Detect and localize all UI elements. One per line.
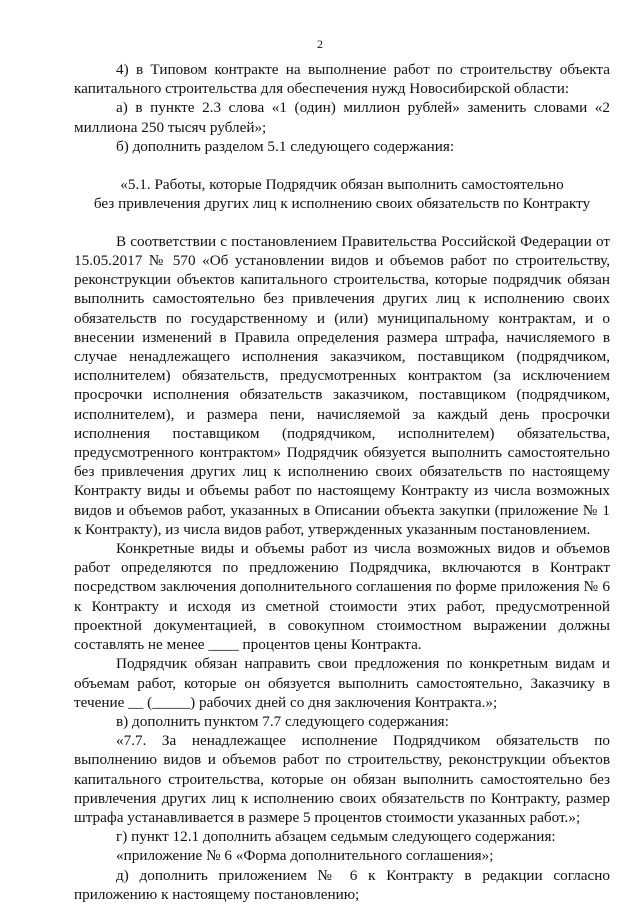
paragraph-contractor-proposals: Подрядчик обязан направить свои предложения по конкретным видам и объемам работ, которые он обязуется выполнить самостоятельно, Заказчику в течение __ (_____) рабочих дней со дня заключения Контракта.»; [74, 655, 610, 711]
document-body [74, 60, 610, 904]
section-heading [74, 175, 610, 214]
paragraph-clause-7-7: «7.7. За ненадлежащее исполнение Подрядчиком обязательств по выполнению видов и объемов работ по строительству, реконструкции объектов капитального строительства, которые он обязан выполнить самостоятельно без привлечения других лиц к исполнению своих обязательств по Контракту, размер штрафа устанавливается в размере 5 процентов стоимости указанных работ.»; [74, 732, 610, 826]
paragraph-subitem-v: в) дополнить пунктом 7.7 следующего содержания: [116, 712, 449, 730]
section-heading-line-2: без привлечения других лиц к исполнению своих обязательств по Контракту [93, 195, 591, 213]
paragraph-item-4: 4) в Типовом контракте на выполнение работ по строительству объекта капитального строительства для обеспечения нужд Новосибирской области: [74, 61, 610, 98]
paragraph-subitem-a: а) в пункте 2.3 слова «1 (один) миллион рублей» заменить словами «2 миллиона 250 тысяч рублей»; [74, 99, 610, 136]
page-number: 2 [317, 37, 323, 51]
paragraph-resolution-reference: В соответствии с постановлением Правительства Российской Федерации от 15.05.2017 № 570 «Об установлении видов и объемов работ по строительству, реконструкции объектов капитального строительства, которые подрядчик обязан выполнить самостоятельно без привлечения других лиц к исполнению своих обязательств по государственному и (или) муниципальному контрактам, и о внесении изменений в Правила определения размера штрафа, начисляемого в случае ненадлежащего исполнения заказчиком, поставщиком (подрядчиком, исполнителем) обязательств, предусмотренных контрактом (за исключением просрочки исполнения обязательств заказчиком, поставщиком (подрядчиком, исполнителем), и размера пени, начисляемой за каждый день просрочки исполнения поставщиком (подрядчиком, исполнителем) обязательства, предусмотренного контрактом» Подрядчик обязуется выполнить самостоятельно без привлечения других лиц к исполнению своих обязательств по настоящему Контракту виды и объемы работ по настоящему Контракту из числа возможных видов и объемов работ, указанных в Описании объекта закупки (приложение № 1 к Контракту), из числа видов работ, утвержденных указанным постановлением. [74, 232, 610, 538]
section-heading-line-1: «5.1. Работы, которые Подрядчик обязан выполнить самостоятельно [120, 176, 564, 194]
paragraph-subitem-d: д) дополнить приложением № 6 к Контракту в редакции согласно приложению к настоящему постановлению; [74, 866, 610, 903]
paragraph-specific-works: Конкретные виды и объемы работ из числа возможных видов и объемов работ определяются по предложению Подрядчика, включаются в Контракт посредством заключения дополнительного соглашения по форме приложения № 6 к Контракту и исходя из сметной стоимости этих работ, предусмотренной проектной документацией, в совокупном стоимостном выражении должны составлять не менее ____ процентов цены Контракта. [74, 540, 610, 654]
paragraph-appendix-6-title: «приложение № 6 «Форма дополнительного соглашения»; [116, 847, 494, 865]
paragraph-subitem-g: г) пункт 12.1 дополнить абзацем седьмым следующего содержания: [116, 828, 556, 846]
paragraph-subitem-b: б) дополнить разделом 5.1 следующего содержания: [116, 137, 455, 155]
